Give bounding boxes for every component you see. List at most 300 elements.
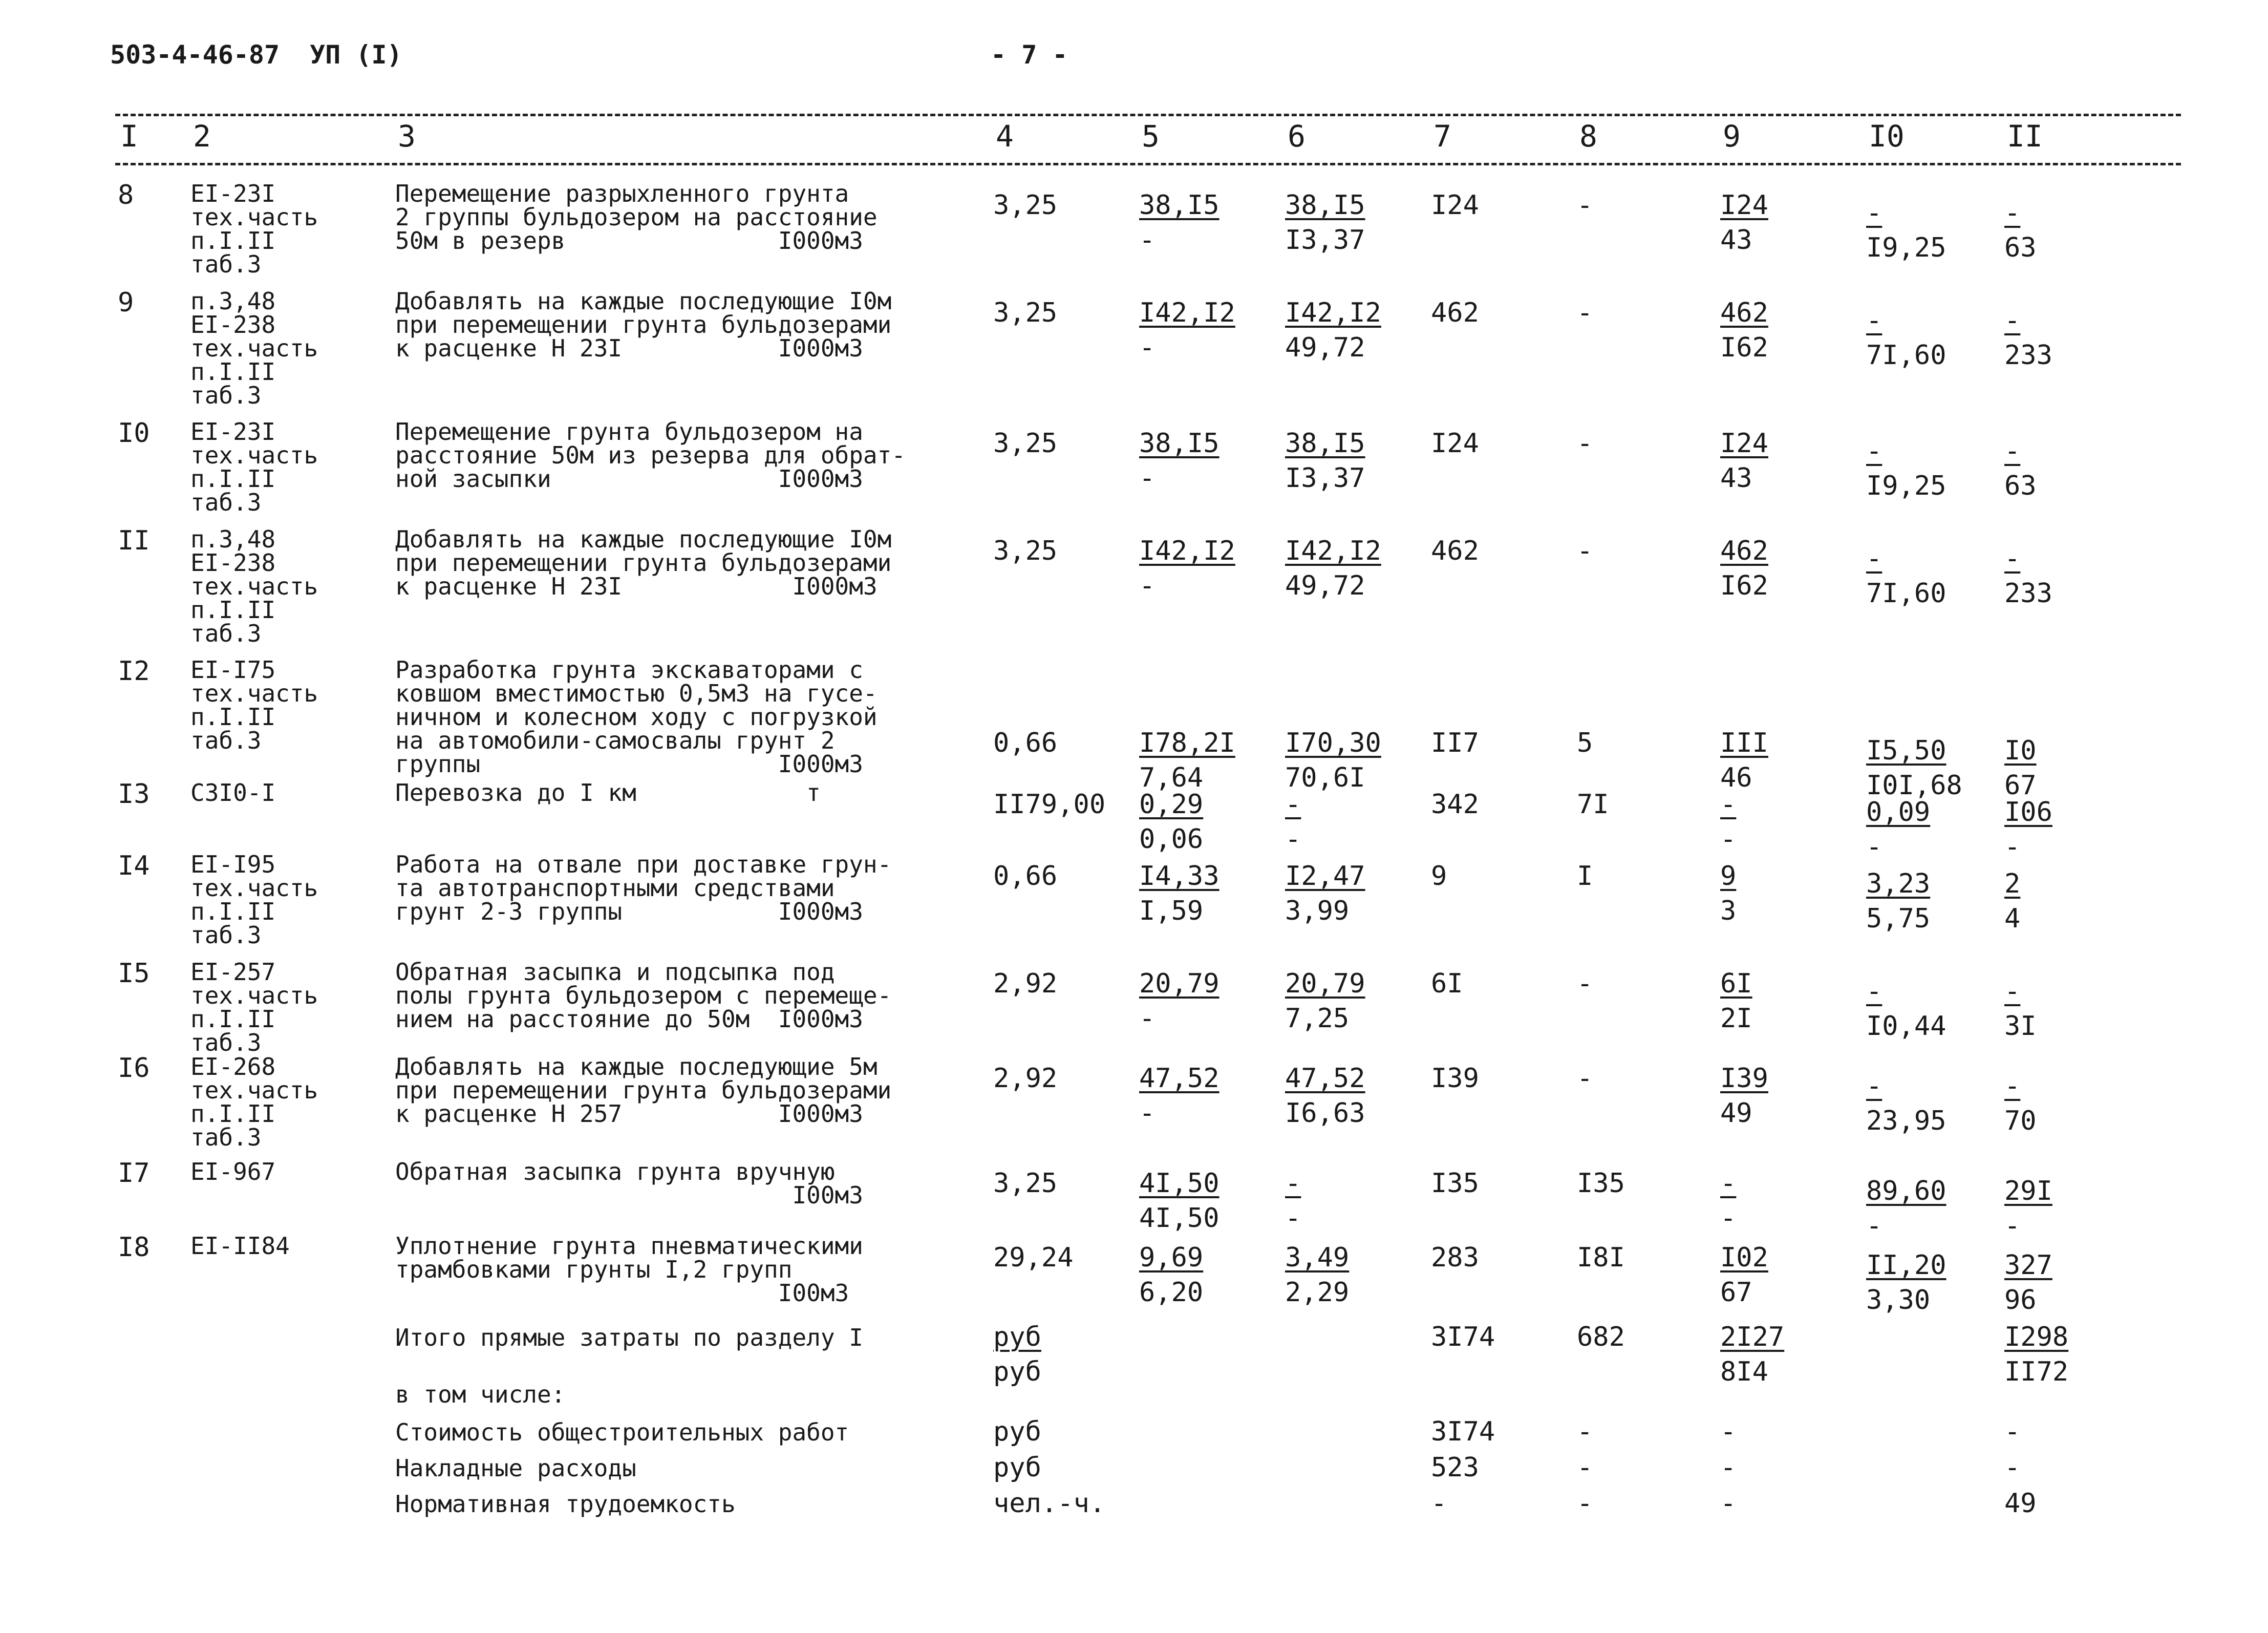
unit-cost-total-denominator: -: [1139, 225, 1156, 256]
unit-cost-wages-numerator: I70,30: [1285, 728, 1381, 758]
labor-machinists-denominator: 96: [2004, 1285, 2037, 1316]
norm-reference: [190, 1160, 275, 1183]
labor-workers-numerator: -: [1866, 436, 1882, 466]
materials-cost: -: [1577, 968, 1593, 999]
norm-reference-line: тех.часть: [190, 203, 318, 231]
labor-machinists-numerator: 2: [2004, 868, 2021, 899]
totals-line-materials: -: [1577, 1416, 1593, 1447]
wages-machines: [1720, 791, 1736, 853]
labor-workers-denominator: I0,44: [1866, 1011, 1946, 1042]
norm-reference-line: EI-I95: [190, 851, 276, 878]
unit-cost-wages-denominator: 7,25: [1285, 1003, 1350, 1034]
unit-cost-total: [1139, 430, 1219, 492]
materials-cost: I35: [1577, 1168, 1625, 1199]
row-number: II: [118, 525, 150, 556]
total-cost: 462: [1431, 298, 1479, 328]
unit-cost-wages-denominator: -: [1285, 824, 1301, 855]
labor-machinists-numerator: -: [2004, 305, 2021, 336]
wages-machines-numerator: 462: [1720, 536, 1768, 566]
unit-cost-wages: [1285, 730, 1381, 791]
quantity: 3,25: [993, 536, 1058, 566]
unit-cost-total: [1139, 1244, 1203, 1306]
row-number: 8: [118, 180, 134, 210]
wages-machines-denominator: 3: [1720, 896, 1737, 926]
wages-machines-numerator: I02: [1720, 1242, 1768, 1273]
work-description-line: при перемещении грунта бульдозерами: [395, 1076, 892, 1104]
labor-machinists: [2004, 307, 2052, 369]
norm-reference-line: EI-23I: [190, 180, 276, 207]
unit-cost-total-denominator: 6,20: [1139, 1277, 1204, 1308]
labor-workers-denominator: 3,30: [1866, 1285, 1931, 1316]
totals-line-cost: 523: [1431, 1452, 1479, 1483]
unit-cost-total-denominator: -: [1139, 463, 1156, 494]
wages-machines-denominator: -: [1720, 824, 1737, 855]
total-cost: 6I: [1431, 968, 1463, 999]
unit-cost-total-numerator: 0,29: [1139, 789, 1204, 820]
unit-cost-wages-numerator: 47,52: [1285, 1063, 1365, 1094]
unit-cost-wages-numerator: I42,I2: [1285, 298, 1381, 328]
unit-cost-total: [1139, 970, 1219, 1032]
unit-cost-total: [1139, 791, 1203, 853]
totals-wages-machines-numerator: 2I27: [1720, 1322, 1785, 1352]
norm-reference-line: п.I.II: [190, 898, 276, 925]
materials-cost: -: [1577, 190, 1593, 221]
labor-machinists-denominator: 63: [2004, 471, 2037, 501]
wages-machines-numerator: -: [1720, 1168, 1737, 1199]
wages-machines: [1720, 730, 1768, 791]
unit-cost-total-denominator: -: [1139, 1003, 1156, 1034]
totals-line-label: Стоимость общестроительных работ: [395, 1418, 849, 1446]
labor-workers-numerator: 0,09: [1866, 797, 1931, 828]
unit-cost-total-denominator: 0,06: [1139, 824, 1204, 855]
unit-cost-wages-numerator: -: [1285, 1168, 1301, 1199]
column-number-5: 5: [1142, 119, 1160, 154]
labor-workers-denominator: I0I,68: [1866, 770, 1962, 801]
unit-cost-wages-denominator: 70,6I: [1285, 762, 1365, 793]
labor-workers-denominator: I9,25: [1866, 232, 1946, 263]
labor-workers-denominator: 5,75: [1866, 903, 1931, 934]
unit-cost-wages: [1285, 863, 1365, 924]
norm-reference: [190, 960, 318, 1054]
row-number: I4: [118, 851, 150, 881]
work-description-line: Перевозка до I км т: [395, 779, 821, 807]
labor-machinists: [2004, 438, 2037, 499]
unit-cost-wages-numerator: I2,47: [1285, 861, 1365, 892]
norm-reference: [190, 853, 318, 947]
work-description-line: трамбовками грунты I,2 групп: [395, 1256, 793, 1283]
materials-cost: -: [1577, 1063, 1593, 1094]
wages-machines: [1720, 300, 1768, 361]
totals-including: в том числе:: [395, 1381, 566, 1408]
norm-reference-line: таб.3: [190, 250, 262, 278]
work-description-line: Работа на отвале при доставке грун-: [395, 851, 892, 878]
labor-workers: [1866, 1073, 1946, 1134]
unit-cost-wages-numerator: 3,49: [1285, 1242, 1350, 1273]
labor-workers: [1866, 978, 1946, 1040]
totals-line-wages: -: [1720, 1416, 1737, 1447]
totals-line-label: Нормативная трудоемкость: [395, 1490, 736, 1518]
labor-machinists-denominator: 233: [2004, 578, 2052, 609]
totals-labor-machinists-numerator: I298: [2004, 1322, 2069, 1352]
labor-workers-numerator: -: [1866, 543, 1882, 574]
wages-machines: [1720, 970, 1752, 1032]
work-description-line: полы грунта бульдозером с перемеще-: [395, 982, 892, 1009]
work-description: [395, 420, 906, 491]
unit-cost-total-denominator: 4I,50: [1139, 1203, 1219, 1234]
page-number: - 7 -: [991, 40, 1068, 70]
unit-cost-total-numerator: 47,52: [1139, 1063, 1219, 1094]
wages-machines: [1720, 430, 1768, 492]
unit-cost-total-numerator: I4,33: [1139, 861, 1219, 892]
total-cost: 9: [1431, 861, 1447, 892]
unit-cost-wages: [1285, 300, 1381, 361]
quantity: 0,66: [993, 728, 1058, 758]
totals-line-label: Накладные расходы: [395, 1454, 636, 1482]
work-description-line: Обратная засыпка и подсыпка под: [395, 958, 835, 986]
table-top-rule: [115, 114, 2181, 116]
column-number-11: II: [2007, 119, 2043, 154]
wages-machines-denominator: 67: [1720, 1277, 1752, 1308]
materials-cost: I: [1577, 861, 1593, 892]
total-cost: I39: [1431, 1063, 1479, 1094]
unit-cost-total-numerator: I42,I2: [1139, 298, 1235, 328]
unit-cost-total: [1139, 190, 1219, 256]
materials-cost: -: [1577, 536, 1593, 566]
work-description-line: при перемещении грунта бульдозерами: [395, 311, 892, 338]
row-number: I7: [118, 1158, 150, 1189]
header-bottom-rule: [115, 163, 2181, 165]
norm-reference-line: таб.3: [190, 921, 262, 949]
work-description-line: грунт 2-3 группы I000м3: [395, 898, 863, 925]
work-description-line: Перемещение разрыхленного грунта: [395, 180, 849, 207]
unit-cost-total-numerator: 20,79: [1139, 968, 1219, 999]
labor-workers: [1866, 799, 1930, 860]
materials-cost: 5: [1577, 728, 1593, 758]
norm-reference-line: EI-967: [190, 1158, 276, 1185]
work-description-line: та автотранспортными средствами: [395, 874, 835, 902]
labor-workers-denominator: 7I,60: [1866, 340, 1946, 371]
unit-cost-total-numerator: 38,I5: [1139, 428, 1219, 459]
totals-wages-machines-denominator: 8I4: [1720, 1356, 1768, 1387]
work-description: [395, 1234, 863, 1305]
unit-cost-wages: [1285, 1065, 1365, 1127]
work-description-line: нием на расстояние до 50м I000м3: [395, 1005, 863, 1033]
unit-cost-wages-numerator: -: [1285, 789, 1301, 820]
quantity: 2,92: [993, 1063, 1058, 1094]
unit-cost-total: [1139, 1170, 1219, 1232]
unit-cost-wages-denominator: I6,63: [1285, 1098, 1365, 1129]
labor-machinists-denominator: 67: [2004, 770, 2037, 801]
norm-reference-line: EI-257: [190, 958, 276, 986]
wages-machines: [1720, 190, 1768, 256]
column-number-3: 3: [398, 119, 416, 154]
unit-cost-wages-numerator: 38,I5: [1285, 190, 1365, 221]
labor-workers: [1866, 545, 1946, 607]
labor-workers-numerator: -: [1866, 305, 1882, 336]
wages-machines-numerator: I24: [1720, 428, 1768, 459]
totals-labor-machinists: [2004, 1324, 2068, 1385]
work-description-line: I00м3: [395, 1279, 849, 1307]
norm-reference-line: тех.часть: [190, 334, 318, 362]
labor-workers-denominator: -: [1866, 1211, 1882, 1241]
labor-machinists-numerator: I06: [2004, 797, 2052, 828]
row-number: I3: [118, 779, 150, 810]
norm-reference-line: п.3,48: [190, 525, 276, 553]
norm-reference-line: п.I.II: [190, 227, 276, 255]
labor-workers: [1866, 200, 1946, 261]
labor-machinists: [2004, 799, 2052, 860]
materials-cost: I8I: [1577, 1242, 1625, 1273]
labor-machinists: [2004, 200, 2037, 261]
unit-cost-total: [1139, 863, 1219, 924]
unit-cost-total-numerator: 4I,50: [1139, 1168, 1219, 1199]
work-description: [395, 853, 891, 923]
unit-cost-wages-denominator: 2,29: [1285, 1277, 1350, 1308]
labor-machinists: [2004, 545, 2052, 607]
total-cost: 283: [1431, 1242, 1479, 1273]
work-description-line: Обратная засыпка грунта вручную: [395, 1158, 835, 1185]
column-number-10: I0: [1869, 119, 1905, 154]
work-description-line: I00м3: [395, 1181, 863, 1209]
work-description-line: Уплотнение грунта пневматическими: [395, 1232, 863, 1260]
unit-cost-total-denominator: -: [1139, 1098, 1156, 1129]
totals-line-cost: 3I74: [1431, 1416, 1495, 1447]
unit-cost-total: [1139, 1065, 1219, 1127]
unit-cost-total-numerator: 9,69: [1139, 1242, 1204, 1273]
work-description-line: Перемещение грунта бульдозером на: [395, 418, 863, 446]
work-description-line: Добавлять на каждые последующие I0м: [395, 287, 892, 315]
unit-cost-total-denominator: -: [1139, 332, 1156, 363]
labor-workers-numerator: II,20: [1866, 1250, 1946, 1281]
norm-reference-line: EI-I75: [190, 656, 276, 684]
quantity: 2,92: [993, 968, 1058, 999]
norm-reference-line: п.3,48: [190, 287, 276, 315]
row-number: I0: [118, 418, 150, 449]
work-description-line: на автомобили-самосвалы грунт 2: [395, 727, 835, 754]
materials-cost: -: [1577, 298, 1593, 328]
labor-machinists: [2004, 1250, 2052, 1316]
row-number: I5: [118, 958, 150, 989]
labor-workers-denominator: -: [1866, 832, 1882, 862]
norm-reference-line: тех.часть: [190, 1076, 318, 1104]
work-description-line: ной засыпки I000м3: [395, 465, 863, 493]
unit-cost-total-numerator: 38,I5: [1139, 190, 1219, 221]
labor-workers-numerator: -: [1866, 1071, 1882, 1101]
labor-machinists-numerator: -: [2004, 1071, 2021, 1101]
total-cost: II7: [1431, 728, 1479, 758]
totals-line-wages: -: [1720, 1488, 1737, 1519]
row-number: I8: [118, 1232, 150, 1263]
unit-cost-wages-numerator: 20,79: [1285, 968, 1365, 999]
totals-line-materials: -: [1577, 1488, 1593, 1519]
unit-cost-wages: [1285, 430, 1365, 492]
labor-workers-numerator: 89,60: [1866, 1176, 1946, 1206]
unit-cost-wages-denominator: 3,99: [1285, 896, 1350, 926]
norm-reference: [190, 1055, 318, 1149]
norm-reference: [190, 1234, 290, 1258]
quantity: 29,24: [993, 1242, 1074, 1273]
unit-cost-wages-numerator: 38,I5: [1285, 428, 1365, 459]
row-number: I2: [118, 656, 150, 687]
work-description-line: ковшом вместимостью 0,5м3 на гусе-: [395, 680, 878, 707]
labor-machinists: [2004, 978, 2037, 1040]
totals-labor-machinists-denominator: II72: [2004, 1356, 2069, 1387]
doc-code: 503-4-46-87: [110, 40, 280, 70]
labor-workers-numerator: -: [1866, 198, 1882, 228]
norm-reference-line: таб.3: [190, 489, 262, 516]
wages-machines-numerator: I39: [1720, 1063, 1768, 1094]
unit-cost-total-numerator: I78,2I: [1139, 728, 1235, 758]
wages-machines: [1720, 1170, 1736, 1232]
wages-machines-numerator: 462: [1720, 298, 1768, 328]
labor-workers: [1866, 1250, 1946, 1316]
wages-machines-denominator: -: [1720, 1203, 1737, 1234]
labor-workers-numerator: I5,50: [1866, 735, 1946, 766]
labor-workers: [1866, 1178, 1946, 1239]
labor-workers: [1866, 438, 1946, 499]
wages-machines-denominator: I62: [1720, 332, 1768, 363]
labor-machinists-numerator: -: [2004, 976, 2021, 1007]
totals-wages-machines: [1720, 1324, 1784, 1385]
unit-cost-wages-denominator: 49,72: [1285, 332, 1365, 363]
labor-machinists: [2004, 737, 2037, 799]
norm-reference: [190, 420, 318, 514]
unit-cost-wages-denominator: I3,37: [1285, 463, 1365, 494]
unit-cost-total: [1139, 538, 1235, 599]
norm-reference-line: таб.3: [190, 620, 262, 647]
work-description: [395, 180, 878, 255]
norm-reference-line: п.I.II: [190, 1005, 276, 1033]
labor-machinists: [2004, 1178, 2052, 1239]
unit-cost-wages-denominator: 49,72: [1285, 570, 1365, 601]
totals-line-wages: -: [1720, 1452, 1737, 1483]
work-description-line: к расценке Н 23I I000м3: [395, 334, 863, 362]
unit-cost-total: [1139, 730, 1235, 791]
work-description: [395, 658, 878, 776]
labor-workers: [1866, 868, 1931, 934]
wages-machines-numerator: 6I: [1720, 968, 1752, 999]
column-number-8: 8: [1579, 119, 1597, 154]
labor-workers-numerator: -: [1866, 976, 1882, 1007]
totals-total-cost: 3I74: [1431, 1322, 1495, 1352]
wages-machines-denominator: 49: [1720, 1098, 1752, 1129]
materials-cost: 7I: [1577, 789, 1609, 820]
labor-machinists: [2004, 868, 2021, 934]
labor-workers: [1866, 307, 1946, 369]
labor-machinists-denominator: 4: [2004, 903, 2021, 934]
norm-reference: [190, 527, 318, 645]
work-description-line: при перемещении грунта бульдозерами: [395, 549, 892, 577]
work-description: [395, 779, 821, 807]
quantity: II79,00: [993, 789, 1106, 820]
totals-line-labor: -: [2004, 1452, 2021, 1483]
norm-reference: [190, 779, 276, 807]
total-cost: I24: [1431, 190, 1479, 221]
work-description: [395, 527, 891, 598]
totals-materials: 682: [1577, 1322, 1625, 1352]
norm-reference-line: п.I.II: [190, 703, 276, 731]
column-number-7: 7: [1433, 119, 1451, 154]
work-description-line: 2 группы бульдозером на расстояние: [395, 203, 878, 231]
work-description-line: расстояние 50м из резерва для обрат-: [395, 441, 906, 469]
norm-reference-line: EI-II84: [190, 1232, 290, 1260]
norm-reference-line: тех.часть: [190, 572, 318, 600]
unit-cost-wages-denominator: -: [1285, 1203, 1301, 1234]
norm-reference: [190, 182, 318, 276]
unit-cost-wages: [1285, 1244, 1349, 1306]
unit-cost-wages: [1285, 190, 1365, 256]
unit-cost-wages: [1285, 538, 1381, 599]
materials-cost: -: [1577, 428, 1593, 459]
labor-workers-denominator: 23,95: [1866, 1106, 1946, 1136]
totals-line-unit: чел.-ч.: [993, 1488, 1106, 1519]
work-description-line: ничном и колесном ходу с погрузкой: [395, 703, 878, 731]
unit-cost-total-numerator: I42,I2: [1139, 536, 1235, 566]
wages-machines-numerator: III: [1720, 728, 1768, 758]
wages-machines: [1720, 538, 1768, 599]
labor-machinists: [2004, 1073, 2037, 1134]
column-number-4: 4: [996, 119, 1014, 154]
norm-reference-line: EI-238: [190, 311, 276, 338]
norm-reference-line: п.I.II: [190, 596, 276, 624]
quantity: 3,25: [993, 428, 1058, 459]
norm-reference-line: тех.часть: [190, 680, 318, 707]
work-description-line: Разработка грунта экскаваторами с: [395, 656, 863, 684]
labor-machinists-denominator: 233: [2004, 340, 2052, 371]
norm-reference-line: тех.часть: [190, 874, 318, 902]
totals-line-unit: руб: [993, 1452, 1041, 1483]
norm-reference-line: таб.3: [190, 1029, 262, 1056]
row-number: I6: [118, 1053, 150, 1084]
labor-machinists-denominator: 3I: [2004, 1011, 2037, 1042]
norm-reference-line: тех.часть: [190, 441, 318, 469]
unit-cost-wages: [1285, 1170, 1301, 1232]
wages-machines: [1720, 1244, 1768, 1306]
labor-machinists-numerator: 29I: [2004, 1176, 2052, 1206]
wages-machines-denominator: 43: [1720, 463, 1752, 494]
totals-title: Итого прямые затраты по разделу I: [395, 1324, 863, 1351]
quantity: 3,25: [993, 298, 1058, 328]
labor-machinists-numerator: I0: [2004, 735, 2037, 766]
labor-machinists-denominator: -: [2004, 832, 2021, 862]
work-description-line: к расценке Н 257 I000м3: [395, 1100, 863, 1128]
total-cost: I24: [1431, 428, 1479, 459]
work-description: [395, 960, 891, 1031]
labor-workers-denominator: 7I,60: [1866, 578, 1946, 609]
column-number-2: 2: [193, 119, 211, 154]
norm-reference-line: п.I.II: [190, 465, 276, 493]
norm-reference: [190, 289, 318, 407]
quantity: 3,25: [993, 190, 1058, 221]
labor-workers-numerator: 3,23: [1866, 868, 1931, 899]
work-description-line: 50м в резерв I000м3: [395, 227, 863, 255]
work-description-line: Добавлять на каждые последующие I0м: [395, 525, 892, 553]
totals-line-labor: 49: [2004, 1488, 2037, 1519]
total-cost: 462: [1431, 536, 1479, 566]
norm-reference-line: таб.3: [190, 1123, 262, 1151]
totals-unit1: руб: [993, 1322, 1041, 1352]
norm-reference-line: таб.3: [190, 381, 262, 409]
norm-reference-line: C3I0-I: [190, 779, 276, 807]
wages-machines: [1720, 863, 1736, 924]
wages-machines-numerator: 9: [1720, 861, 1737, 892]
totals-units: [993, 1324, 1041, 1385]
work-description-line: Добавлять на каждые последующие 5м: [395, 1053, 878, 1080]
work-description: [395, 289, 891, 360]
totals-unit2: руб: [993, 1356, 1041, 1387]
work-description: [395, 1160, 863, 1207]
total-cost: I35: [1431, 1168, 1479, 1199]
